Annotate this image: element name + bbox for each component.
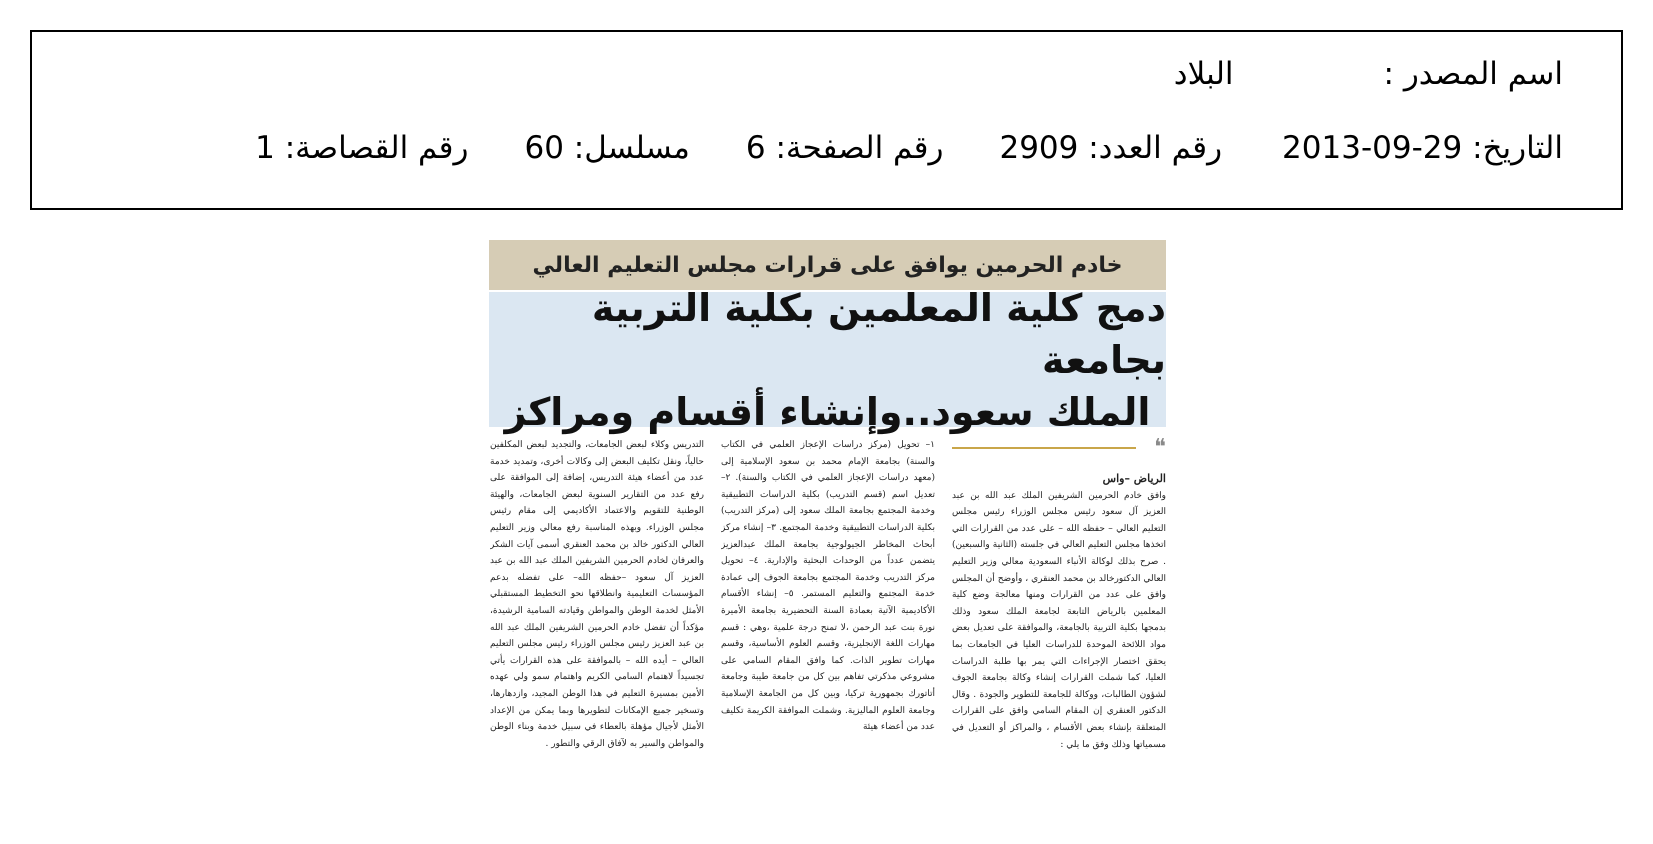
column-1-text: وافق خادم الحرمين الشريفين الملك عبد الله بن عبد العزيز آل سعود رئيس مجلس الوزراء رئيس مجلس التعليم العالي – حفظه الله – على عدد من القرارات التي اتخذها مجلس التعليم العالي في جلسته (الثانية والسبعين) . صرح بذلك لوكالة الأنباء السعودية معالي وزير التعليم العالي الدكتورخالد بن محمد العنقري ، وأوضح أن المجلس وافق على عدد من القرارات ومنها معالجة وضع كلية المعلمين بالرياض التابعة لجامعة الملك سعود وذلك بدمجها بكلية التربية بالجامعة، والموافقة على تعديل بعض مواد اللائحة الموحدة للدراسات العليا في الجامعات بما يحقق اختصار الإجراءات التي يمر بها طلبة الدراسات العليا، كما شملت القرارات إنشاء وكالة بجامعة الجوف لشؤون الطالبات، ووكالة للجامعة للتطوير والجودة . وقال الدكتور العنقري إن المقام السامي وافق على القرارات المتعلقة بإنشاء بعض الأقسام ، والمراكز أو التعديل في مسمياتها وذلك وفق ما يلي : (952, 490, 1166, 750)
issue-label: رقم العدد: (1088, 130, 1223, 166)
date-label: التاريخ: (1472, 130, 1563, 166)
article-column-3 (490, 437, 704, 830)
source-label: اسم المصدر : (1383, 56, 1563, 92)
article-column-1 (952, 437, 1166, 830)
meta-row (255, 130, 1563, 166)
headline-line-1: دمج كلية المعلمين بكلية التربية بجامعة (591, 285, 1166, 382)
article-kicker: خادم الحرمين يوافق على قرارات مجلس التعليم العالي (532, 252, 1123, 278)
article-columns (489, 437, 1166, 830)
serial-label: مسلسل: (573, 130, 690, 166)
page-value: 6 (745, 130, 766, 166)
quote-icon: ❝ (1154, 437, 1166, 460)
source-value: البلاد (1173, 56, 1234, 92)
divider-rule (952, 447, 1136, 449)
page-label: رقم الصفحة: (775, 130, 944, 166)
headline-band (489, 285, 1166, 434)
headline-line-2: الملك سعود..وإنشاء أقسام ومراكز (504, 389, 1151, 434)
clip-label: رقم القصاصة: (284, 130, 469, 166)
source-row (1174, 56, 1563, 92)
column-2-text: ١– تحويل (مركز دراسات الإعجاز العلمي في الكتاب والسنة) بجامعة الإمام محمد بن سعود الإسلامية إلى (معهد دراسات الإعجاز العلمي في الكتاب والسنة). ٢– تعديل اسم (قسم التدريب) بكلية الدراسات التطبيقية وخدمة المجتمع بجامعة الملك سعود إلى (مركز التدريب) بكلية الدراسات التطبيقية وخدمة المجتمع. ٣– إنشاء مركز أبحاث المخاطر الجيولوجية بجامعة الملك عبدالعزيز يتضمن عدداً من الوحدات البحثية والإدارية. ٤– تحويل مركز التدريب وخدمة المجتمع بجامعة الجوف إلى عمادة خدمة المجتمع والتعليم المستمر. ٥– إنشاء الأقسام الأكاديمية الآتية بعمادة السنة التحضيرية بجامعة الأميرة نورة بنت عبد الرحمن ،لا تمنح درجة علمية ،وهي : قسم مهارات اللغة الإنجليزية، وقسم العلوم الأساسية، وقسم مهارات تطوير الذات. كما وافق المقام السامي على مشروعي مذكرتي تفاهم بين كل من جامعة طيبة وجامعة أتاتورك بجمهورية تركيا، وبين كل من الجامعة الإسلامية وجامعة العلوم الماليزية. وشملت الموافقة الكريمة تكليف عدد من أعضاء هيئة (721, 440, 935, 733)
date-value: 2013-09-29 (1282, 130, 1463, 166)
serial-value: 60 (524, 130, 564, 166)
clipping-header-box (30, 30, 1623, 210)
article-column-2 (721, 437, 935, 830)
column-3-text: التدريس وكلاء لبعض الجامعات، والتجديد لبعض المكلفين حالياً، ونقل تكليف البعض إلى وكالات أخرى، وتمديد خدمة عدد من أعضاء هيئة التدريس، إضافة إلى الموافقة على رفع عدد من التقارير السنوية لبعض الجامعات، والهيئة الوطنية للتقويم والاعتماد الأكاديمي إلى مقام رئيس مجلس الوزراء. وبهذه المناسبة رفع معالي وزير التعليم العالي الدكتور خالد بن محمد العنقري أسمى آيات الشكر والعرفان لخادم الحرمين الشريفين الملك عبد الله بن عبد العزيز آل سعود –حفظه الله– على تفضله بدعم المؤسسات التعليمية وانطلاقها نحو التخطيط المستقبلي الأمثل لخدمة الوطن والمواطن وقيادته السامية الرشيدة، مؤكداً أن تفضل خادم الحرمين الشريفين الملك عبد الله بن عبد العزيز رئيس مجلس الوزراء رئيس مجلس التعليم العالي – أيده الله – بالموافقة على هذه القرارات يأتي تجسيداً لاهتمام السامي الكريم واهتمام سمو ولي عهده الأمين بمسيرة التعليم في هذا الوطن المجيد، وازدهارها، وتسخير جميع الإمكانات لتطويرها وبما يمكن من الإعداد الأمثل لأجيال مؤهلة بالعطاء في سبيل خدمة وبناء الوطن والمواطن والسير به لآفاق الرقي والتطور . (490, 440, 704, 749)
newspaper-clipping (489, 240, 1166, 830)
article-dateline: الرياض –واس (1102, 472, 1166, 485)
issue-value: 2909 (999, 130, 1079, 166)
clip-value: 1 (255, 130, 275, 166)
